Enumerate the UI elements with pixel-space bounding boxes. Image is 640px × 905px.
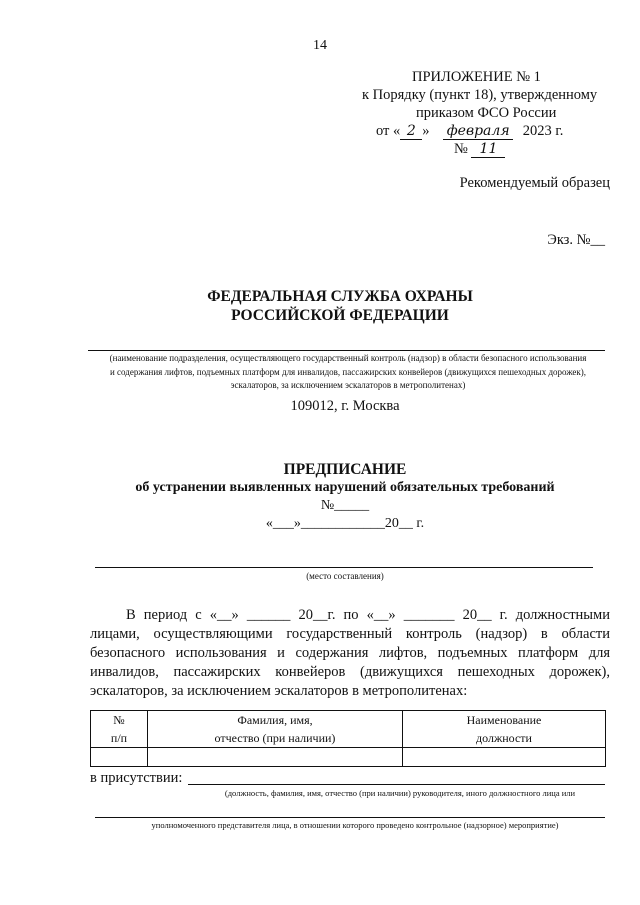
table-cell-name[interactable] xyxy=(148,748,403,767)
annex-date-line xyxy=(340,122,620,140)
presence-caption: (должность, фамилия, имя, отчество (при наличии) руководителя, иного должностного лица или xyxy=(224,788,576,798)
table-cell-position[interactable] xyxy=(403,748,606,767)
unit-caption-line-3: эскалаторов, за исключением эскалаторов в метрополитенах) xyxy=(230,380,466,390)
order-number-line: №_____ xyxy=(320,498,370,513)
order-title: ПРЕДПИСАНИЕ xyxy=(283,461,407,478)
agency-line-1: ФЕДЕРАЛЬНАЯ СЛУЖБА ОХРАНЫ xyxy=(207,288,473,305)
table-header-position xyxy=(403,711,606,748)
unit-caption-line-2: и содержания лифтов, подъемных платформ для инвалидов, пассажирских конвейеров (движущихся пешеходных дорожек), xyxy=(109,366,587,377)
representative-line xyxy=(95,817,605,818)
unit-caption-line-1: (наименование подразделения, осуществляющего государственный контроль (надзор) в области безопасного использования xyxy=(109,353,587,363)
annex-number-label: № xyxy=(454,141,468,157)
order-subtitle: об устранении выявленных нарушений обязательных требований xyxy=(135,480,555,495)
annex-date-year: 2023 г. xyxy=(522,123,564,139)
table-header-name-line-2: отчество (при наличии) xyxy=(214,731,336,745)
table-cell-number[interactable] xyxy=(91,748,148,767)
unit-name-line xyxy=(88,350,605,351)
presence-line xyxy=(188,784,605,785)
annex-line-2: к Порядку (пункт 18), утвержденному xyxy=(362,87,598,103)
annex-date-day: 2 xyxy=(400,124,422,140)
inspectors-table xyxy=(90,710,606,767)
address: 109012, г. Москва xyxy=(290,398,400,414)
annex-line-3: приказом ФСО России xyxy=(416,105,557,121)
annex-title: ПРИЛОЖЕНИЕ № 1 xyxy=(412,69,541,85)
table-header-number-line-1: № xyxy=(113,713,125,727)
recommended-sample: Рекомендуемый образец xyxy=(459,175,610,191)
agency-name xyxy=(0,287,640,325)
copy-number: Экз. №__ xyxy=(547,232,605,248)
presence-label: в присутствии: xyxy=(90,770,183,786)
annex-date-prefix: от « xyxy=(376,123,401,139)
body-paragraph xyxy=(90,606,610,701)
agency-line-2: РОССИЙСКОЙ ФЕДЕРАЦИИ xyxy=(231,307,449,324)
annex-block xyxy=(340,68,620,158)
table-header-row xyxy=(91,711,606,748)
table-row xyxy=(91,748,606,767)
annex-number-value: 11 xyxy=(471,142,505,158)
table-header-number-line-2: п/п xyxy=(110,731,128,745)
page-number: 14 xyxy=(313,38,327,53)
table-header-position-line-2: должности xyxy=(476,731,532,745)
annex-number-line xyxy=(340,140,620,158)
unit-caption xyxy=(88,352,608,393)
table-header-name-line-1: Фамилия, имя, xyxy=(237,713,313,727)
table-header-name xyxy=(148,711,403,748)
place-caption: (место составления) xyxy=(306,571,384,581)
place-line xyxy=(95,567,593,568)
representative-caption: уполномоченного представителя лица, в отношении которого проведено контрольное (надзорное) мероприятие) xyxy=(151,820,559,830)
table-header-number xyxy=(91,711,148,748)
table-header-position-line-1: Наименование xyxy=(466,713,542,727)
annex-date-month: февраля xyxy=(443,124,513,140)
order-date-line: «___»____________20__ г. xyxy=(265,516,425,531)
annex-date-mid: » xyxy=(422,123,430,139)
body-paragraph-text: В период с «__» ______ 20__г. по «__» _______ 20__ г. должностными лицами, осуществляющими государственный контроль (надзор) в области безопасного использования и содержания лифтов, подъемных платформ для инвалидов, пассажирских конвейеров (движущихся пешеходных дорожек), эскалаторов, за исключением эскалаторов в метрополитенах: xyxy=(90,607,610,699)
